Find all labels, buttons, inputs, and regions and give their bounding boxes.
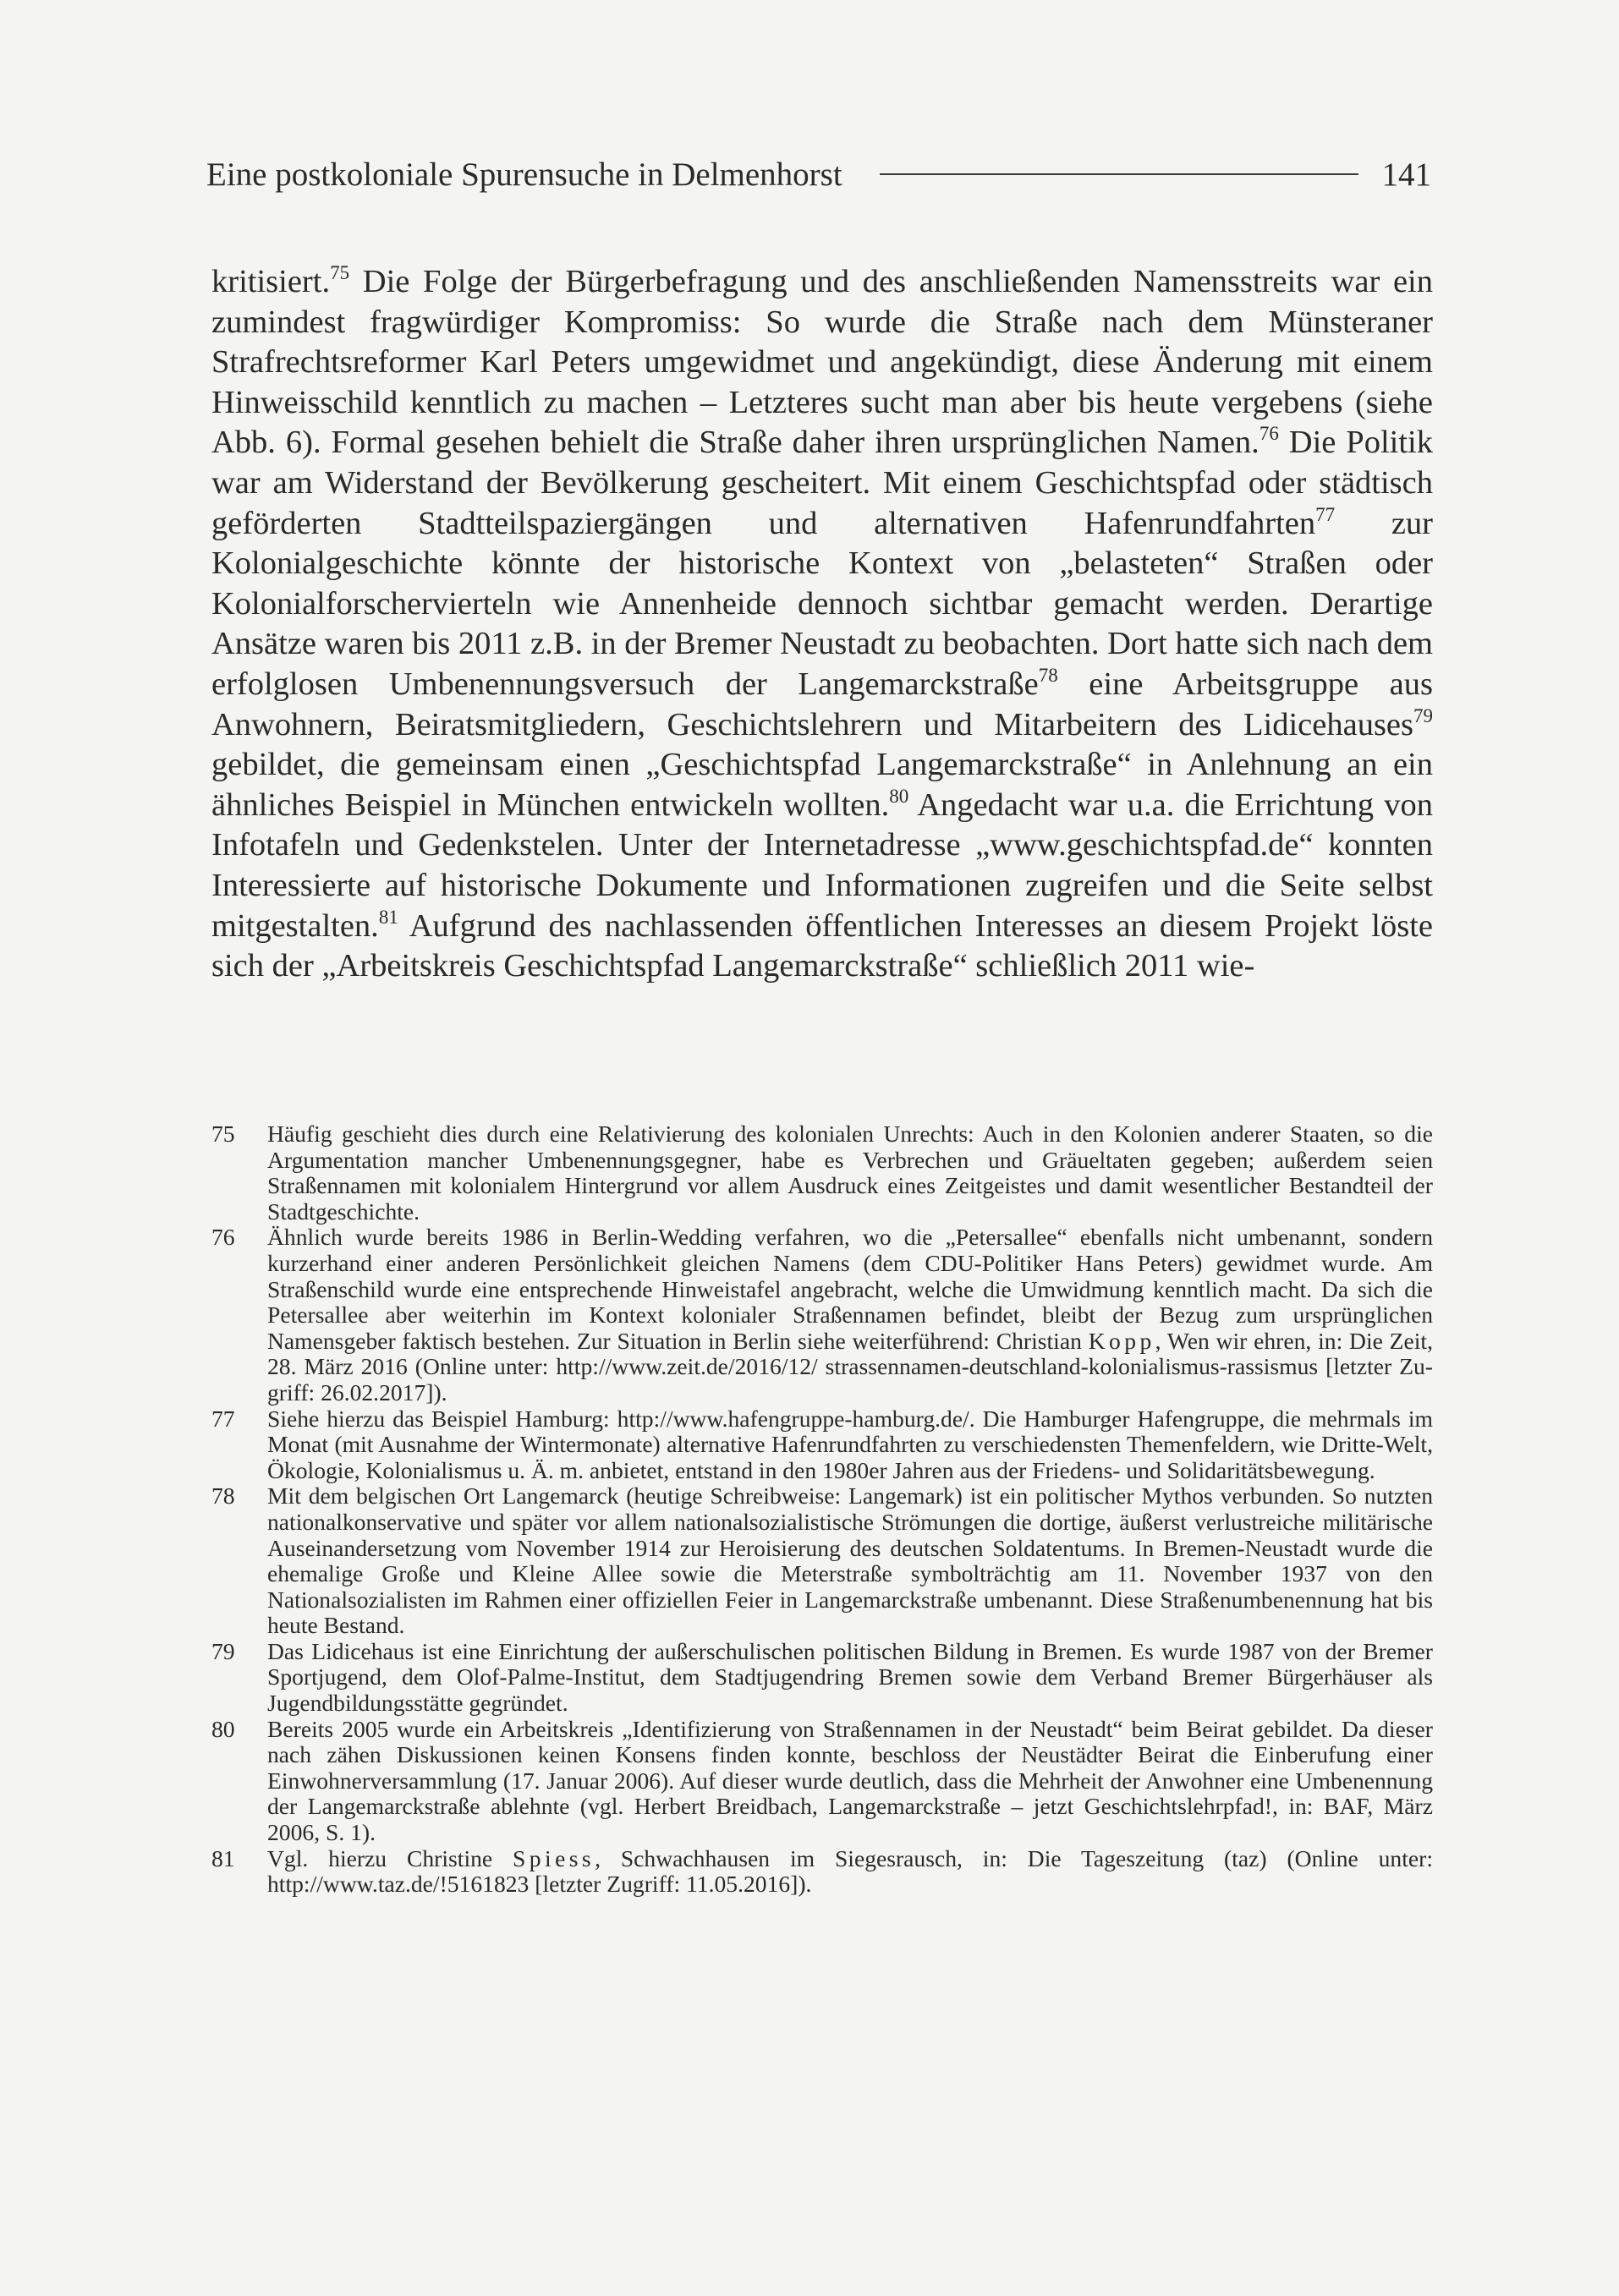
- body-text-run: Aufgrund des nachlassenden öffentlichen Interesses an diesem Projekt löste sich der „Arbeitskreis Geschichtspfad Langemarckstraße“ schließlich 2011 wie-: [211, 907, 1433, 984]
- footnote-number: 80: [211, 1715, 235, 1742]
- body-text-run: Angedacht war u.a. die Errichtung von Infotafeln und Gedenkstelen. Unter der Internetadresse „www.geschichtspfad.de“ konnten Interessierte auf historische Dokumente und Informationen zugreifen und die Seite selbst mitgestalten.: [211, 786, 1433, 944]
- footnote-reference-80[interactable]: 80: [889, 785, 909, 807]
- running-header: [206, 151, 1431, 198]
- footnote-75: [211, 1121, 1433, 1225]
- footnote-reference-76[interactable]: 76: [1259, 423, 1279, 445]
- footnote-text: Ähnlich wurde bereits 1986 in Berlin-Wedding verfahren, wo die „Petersallee“ ebenfalls nicht umbenannt, sondern kurzerhand einer anderen Persönlichkeit gleichen Namens (dem CDU-Politiker Hans Peters) gewidmet wurde. Am Straßenschild wurde eine entsprechende Hinweistafel angebracht, welche die Umwidmung kenntlich macht. Da sich die Petersallee aber weiterhin im Kontext kolonialer Straßennamen befindet, bleibt der Bezug zum ursprünglichen Namensgeber faktisch bestehen. Zur Situation in Berlin siehe weiterführend: Christian: [267, 1224, 1433, 1354]
- running-header-title: Eine postkoloniale Spurensuche in Delmenhorst: [206, 156, 842, 193]
- footnote-text: Vgl. hierzu Christine: [267, 1844, 513, 1871]
- footnote-author-name: Kopp: [1088, 1327, 1155, 1354]
- footnote-text: , Schwachhausen im Siegesrausch, in: Die Tageszeitung (taz) (Online unter: http://www.taz.de/!5161823 [letzter Zugriff: 11.05.2016]).: [267, 1844, 1433, 1898]
- footnote-text: Bereits 2005 wurde ein Arbeitskreis „Identifizierung von Straßennamen in der Neustadt“ beim Beirat gebildet. Da dieser nach zähen Diskussionen keinen Konsens finden konnte, beschloss der Neustädter Beirat die Einberufung einer Einwohnerversammlung (17. Januar 2006). Auf dieser wurde deutlich, dass die Mehrheit der Anwohner eine Umbenennung der Langemarckstraße ablehnte (vgl. Herbert Breidbach, Langemarckstraße – jetzt Geschichtslehrpfad!, in: BAF, März 2006, S. 1).: [267, 1715, 1433, 1846]
- footnote-reference-78[interactable]: 78: [1038, 664, 1058, 686]
- footnote-number: 79: [211, 1637, 235, 1664]
- body-text-run: kritisiert.: [211, 264, 331, 299]
- footnote-author-name: Spiess: [513, 1844, 595, 1871]
- page-number: 141: [1381, 156, 1431, 193]
- body-paragraph: [211, 262, 1433, 987]
- footnote-reference-75[interactable]: 75: [330, 262, 350, 283]
- header-rule: [880, 173, 1358, 175]
- footnote-79: [211, 1639, 1433, 1717]
- footnote-number: 81: [211, 1844, 235, 1871]
- footnote-reference-77[interactable]: 77: [1315, 503, 1336, 525]
- body-text-run: Die Folge der Bürgerbefragung und des anschließenden Namensstreits war ein zumindest fragwürdiger Kompromiss: So wurde die Straße nach dem Münsteraner Strafrechtsreformer Karl Peters umgewidmet und angekündigt, diese Änderung mit einem Hinweisschild kenntlich zu machen – Letzteres sucht man aber bis heute vergebens (siehe Abb. 6). Formal gesehen behielt die Straße daher ihren ursprünglichen Namen.: [211, 264, 1433, 461]
- footnote-text: Mit dem belgischen Ort Langemarck (heutige Schreibweise: Langemark) ist ein politischer Mythos verbunden. So nutzten nationalkonservative und später vor allem nationalsozialistische Strömungen die dortige, äußerst verlustreiche militärische Auseinandersetzung vom November 1914 zur Heroisierung des deutschen Soldatentums. In Bremen-Neustadt wurde die ehemalige Große und Kleine Allee sowie die Meterstraße symbolträchtig am 11. November 1937 von den Nationalsozialisten im Rahmen einer offiziellen Feier in Langemarckstraße umbenannt. Diese Straßenumbenennung hat bis heute Bestand.: [267, 1482, 1433, 1639]
- footnote-77: [211, 1406, 1433, 1484]
- footnote-reference-81[interactable]: 81: [378, 906, 398, 928]
- body-text-run: gebildet, die gemeinsam einen „Geschichtspfad Langemarckstraße“ in Anlehnung an ein ähnliches Beispiel in München entwickeln wollten.: [211, 747, 1433, 823]
- footnote-number: 76: [211, 1224, 235, 1251]
- footnote-81: [211, 1846, 1433, 1898]
- footnote-number: 75: [211, 1121, 235, 1147]
- footnote-number: 77: [211, 1405, 235, 1432]
- footnote-text: , Wen wir ehren, in: Die Zeit, 28. März 2016 (Online unter: http://www.zeit.de/2016/12/ strassennamen-deutschland-kolonialismus-rassismus [letzter Zugriff: 26.02.2017]).: [267, 1327, 1434, 1406]
- footnote-text: Häufig geschieht dies durch eine Relativierung des kolonialen Unrechts: Auch in den Kolonien anderer Staaten, so die Argumentation mancher Umbenennungsgegner, habe es Verbrechen und Gräueltaten gegeben; außerdem seien Straßennamen mit kolonialem Hintergrund vor allem Ausdruck eines Zeitgeistes und damit wesentlicher Bestandteil der Stadtgeschichte.: [267, 1121, 1433, 1225]
- footnote-text: Siehe hierzu das Beispiel Hamburg: http://www.hafengruppe-hamburg.de/. Die Hamburger Hafengruppe, die mehrmals im Monat (mit Ausnahme der Wintermonate) alternative Hafenrundfahrten zu verschiedensten Themenfeldern, wie Dritte-Welt, Ökologie, Kolonialismus u. Ä. m. anbietet, entstand in den 1980er Jahren aus der Friedens- und Solidaritätsbewegung.: [267, 1405, 1433, 1483]
- footnote-80: [211, 1717, 1433, 1846]
- footnote-78: [211, 1483, 1433, 1639]
- body-text-run: eine Arbeitsgruppe aus Anwohnern, Beiratsmitgliedern, Geschichtslehrern und Mitarbeitern des Lidicehauses: [211, 666, 1433, 743]
- footnote-76: [211, 1225, 1433, 1406]
- footnote-number: 78: [211, 1482, 235, 1510]
- body-text-run: Die Politik war am Widerstand der Bevölkerung gescheitert. Mit einem Geschichtspfad oder städtisch geförderten Stadtteilspaziergängen und alternativen Hafenrundfahrten: [211, 425, 1433, 541]
- footnote-text: Das Lidicehaus ist eine Einrichtung der außerschulischen politischen Bildung in Bremen. Es wurde 1987 von der Bremer Sportjugend, dem Olof-Palme-Institut, dem Stadtjugendring Bremen sowie dem Verband Bremer Bürgerhäuser als Jugendbildungsstätte gegründet.: [267, 1637, 1433, 1717]
- footnotes-section: [211, 1121, 1433, 1898]
- body-text-run: zur Kolonialgeschichte könnte der historische Kontext von „belasteten“ Straßen oder Kolonialforschervierteln wie Annenheide dennoch sichtbar gemacht werden. Derartige Ansätze waren bis 2011 z.B. in der Bremer Neustadt zu beobachten. Dort hatte sich nach dem erfolglosen Umbenennungsversuch der Langemarckstraße: [211, 505, 1433, 702]
- footnote-reference-79[interactable]: 79: [1413, 704, 1433, 726]
